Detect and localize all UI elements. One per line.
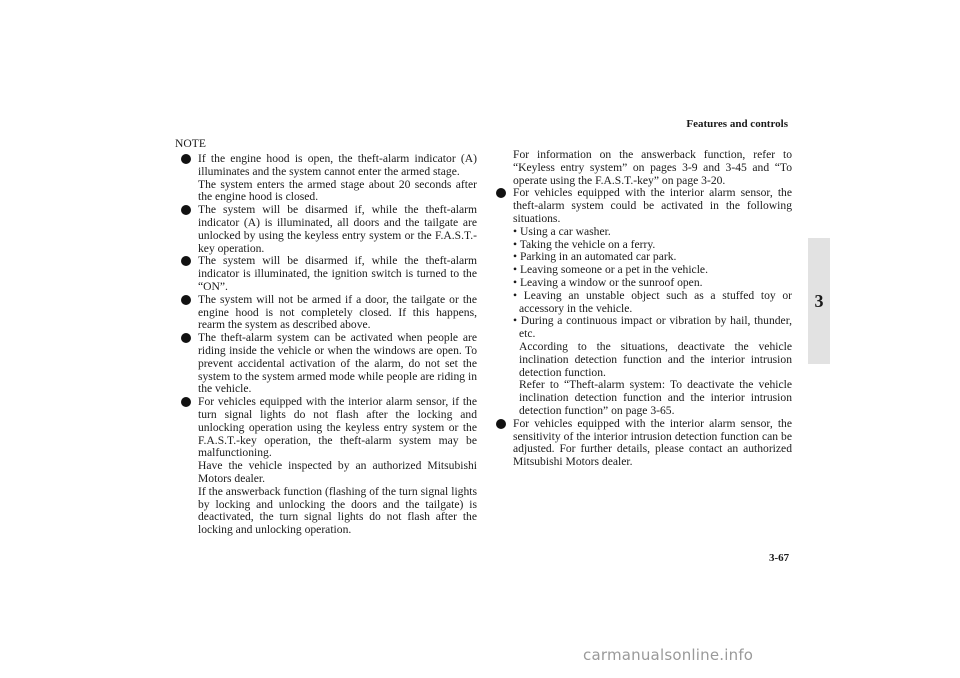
bullet-extra: If the answerback function (flashing of the turn signal lights by locking and unlocking the doors and the tailgate) is deactivated, the turn signal lights do not flash after the locking and unlocking operation. (198, 484, 477, 537)
note-bullet-3 (179, 255, 477, 293)
bullet-text: The theft-alarm system can be activated when people are riding inside the vehicle or when the windows are open. To prevent accidental activation of the alarm, do not set the system to the system armed mode while people are riding in the vehicle. (198, 331, 477, 396)
note-bullet-6 (179, 396, 477, 460)
bullet-extra: Have the vehicle inspected by an authorized Mitsubishi Motors dealer. (198, 459, 477, 485)
situation-note: According to the situations, deactivate the vehicle inclination detection function and the interior intrusion detection function. (519, 339, 792, 379)
bullet-text: The system will be disarmed if, while the theft-alarm indicator (A) is illuminated, all doors and the tailgate are unlocked by using the keyless entry system or the F.A.S.T.-key operation. (198, 203, 477, 255)
bullet-dot-icon (181, 333, 191, 343)
bullet-text: For vehicles equipped with the interior alarm sensor, if the turn signal lights do not flash after the locking and unlocking operation using the keyless entry system or the F.A.S.T.-key operation, the theft-alarm system may be malfunctioning. (198, 395, 477, 460)
note-bullet-1 (179, 153, 477, 179)
note-label: NOTE (175, 137, 206, 150)
left-column (179, 153, 477, 537)
alarm-situations-bullet (494, 187, 792, 225)
situation-item: • Taking the vehicle on a ferry. (513, 237, 656, 251)
situation-item: • Leaving a window or the sunroof open. (513, 275, 703, 289)
note-bullet-5 (179, 332, 477, 396)
bullet-text: The system will be disarmed if, while the theft-alarm indicator is illuminated, the ignition switch is turned to the “ON”. (198, 254, 477, 293)
situation-item: • Parking in an automated car park. (513, 250, 677, 264)
note-bullet-2 (179, 204, 477, 255)
note-bullet-4 (179, 294, 477, 332)
bullet-dot-icon (181, 397, 191, 407)
page-number: 3-67 (769, 552, 790, 564)
chapter-tab: 3 (808, 238, 830, 364)
situation-item: • Leaving an unstable object such as a stuffed toy or accessory in the vehicle. (513, 288, 792, 315)
situation-item: • During a continuous impact or vibration by hail, thunder, etc. (513, 314, 792, 341)
bullet-dot-icon (181, 256, 191, 266)
bullet-dot-icon (496, 419, 506, 429)
bullet-text: For vehicles equipped with the interior alarm sensor, the sensitivity of the interior intrusion detection function can be adjusted. For further details, please contact an authorized Mitsubishi Motors dealer. (513, 416, 792, 469)
watermark: carmanualsonline.info (583, 646, 754, 664)
sensitivity-bullet (494, 418, 792, 469)
bullet-text: If the engine hood is open, the theft-alarm indicator (A) illuminates and the system cannot enter the armed stage. (198, 152, 477, 178)
bullet-dot-icon (181, 154, 191, 164)
situation-item: • Leaving someone or a pet in the vehicle. (513, 263, 708, 277)
bullet-extra: The system enters the armed stage about 20 seconds after the engine hood is closed. (198, 177, 477, 204)
bullet-text: The system will not be armed if a door, the tailgate or the engine hood is not completely closed. If this happens, rearm the system as described above. (198, 292, 477, 332)
bullet-dot-icon (181, 295, 191, 305)
right-column (494, 149, 792, 469)
answerback-intro: For information on the answerback function, refer to “Keyless entry system” on pages 3-9 and 3-45 and “To operate using the F.A.S.T.-key” on page 3-20. (513, 148, 792, 187)
situation-reference: Refer to “Theft-alarm system: To deactivate the vehicle inclination detection function and the interior intrusion detection function” on page 3-65. (519, 378, 792, 417)
situation-item: • Using a car washer. (513, 224, 611, 238)
bullet-text: For vehicles equipped with the interior alarm sensor, the theft-alarm system could be activated in the following situations. (513, 186, 792, 225)
running-header: Features and controls (686, 118, 788, 130)
bullet-dot-icon (181, 205, 191, 215)
bullet-dot-icon (496, 188, 506, 198)
